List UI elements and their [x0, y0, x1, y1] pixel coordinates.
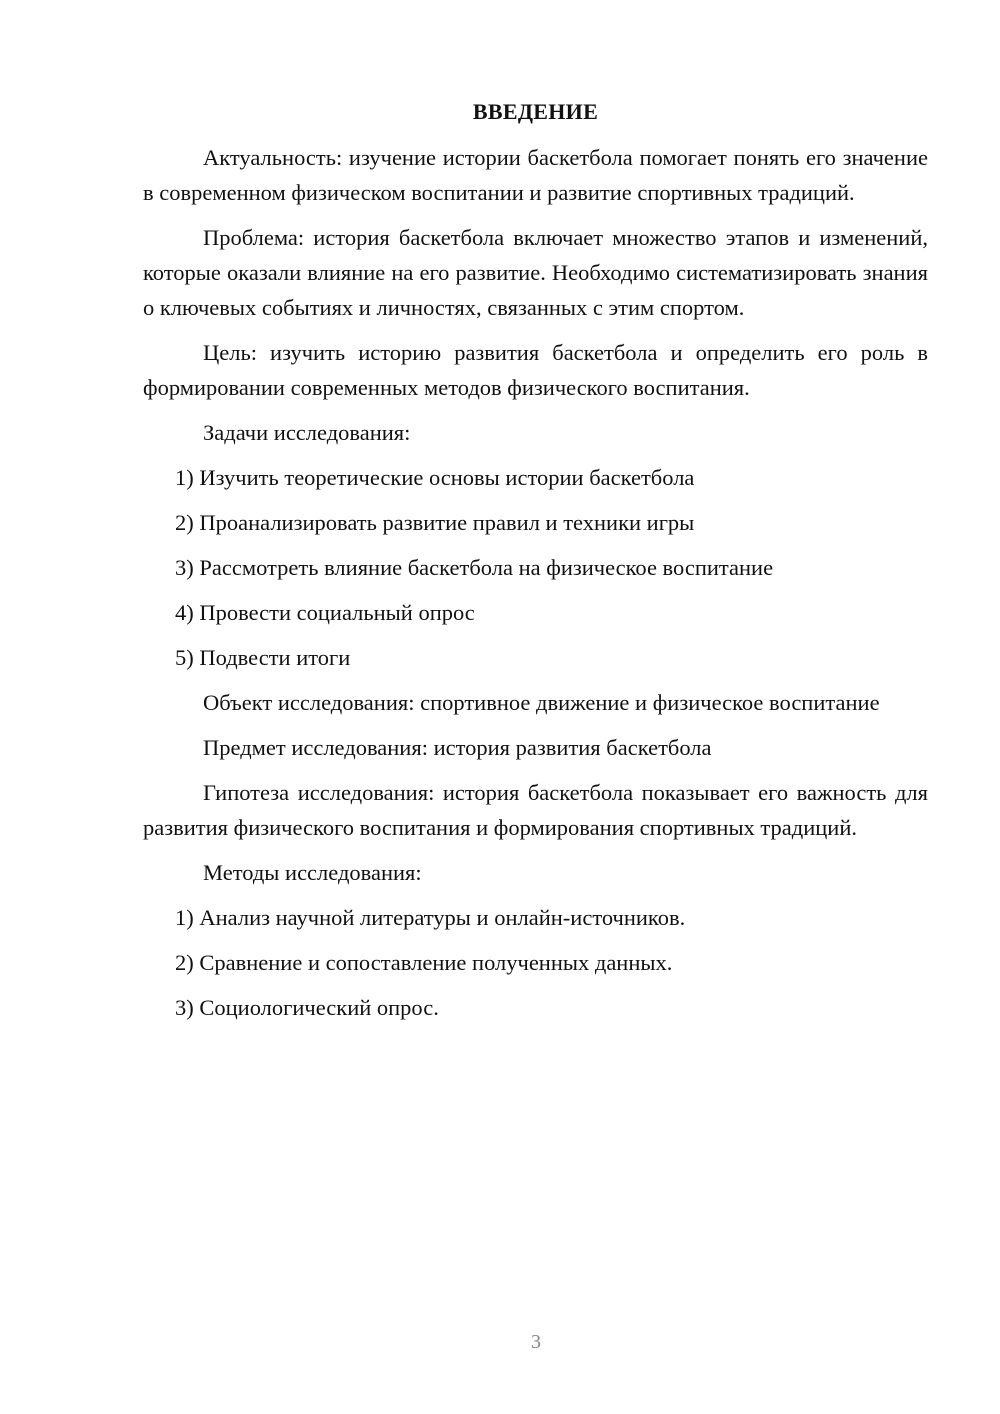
section-title: ВВЕДЕНИЕ	[472, 99, 599, 124]
tasks-label: Задачи исследования:	[203, 420, 411, 445]
page-content	[143, 94, 928, 1035]
method-item-2: 2) Сравнение и сопоставление полученных данных.	[175, 950, 673, 975]
page-number: 3	[531, 1331, 541, 1353]
goal-paragraph: Цель: изучить историю развития баскетбола и определить его роль в формировании современных методов физического воспитания.	[143, 340, 928, 400]
task-item-1: 1) Изучить теоретические основы истории баскетбола	[175, 465, 695, 490]
hypothesis-paragraph: Гипотеза исследования: история баскетбола показывает его важность для развития физического воспитания и формирования спортивных традиций.	[143, 780, 928, 840]
task-item-4: 4) Провести социальный опрос	[175, 600, 475, 625]
task-item-2: 2) Проанализировать развитие правил и техники игры	[175, 510, 695, 535]
task-item-3: 3) Рассмотреть влияние баскетбола на физическое воспитание	[175, 555, 774, 580]
methods-label: Методы исследования:	[203, 860, 422, 885]
method-item-3: 3) Социологический опрос.	[175, 995, 439, 1020]
task-item-5: 5) Подвести итоги	[175, 645, 351, 670]
subject-paragraph: Предмет исследования: история развития баскетбола	[203, 735, 712, 760]
problem-paragraph: Проблема: история баскетбола включает множество этапов и изменений, которые оказали влияние на его развитие. Необходимо систематизировать знания о ключевых событиях и личностях, связанных с этим спортом.	[143, 225, 928, 320]
object-paragraph: Объект исследования: спортивное движение и физическое воспитание	[203, 690, 880, 715]
method-item-1: 1) Анализ научной литературы и онлайн-источников.	[175, 905, 686, 930]
relevance-paragraph: Актуальность: изучение истории баскетбола помогает понять его значение в современном физическом воспитании и развитие спортивных традиций.	[143, 145, 928, 205]
